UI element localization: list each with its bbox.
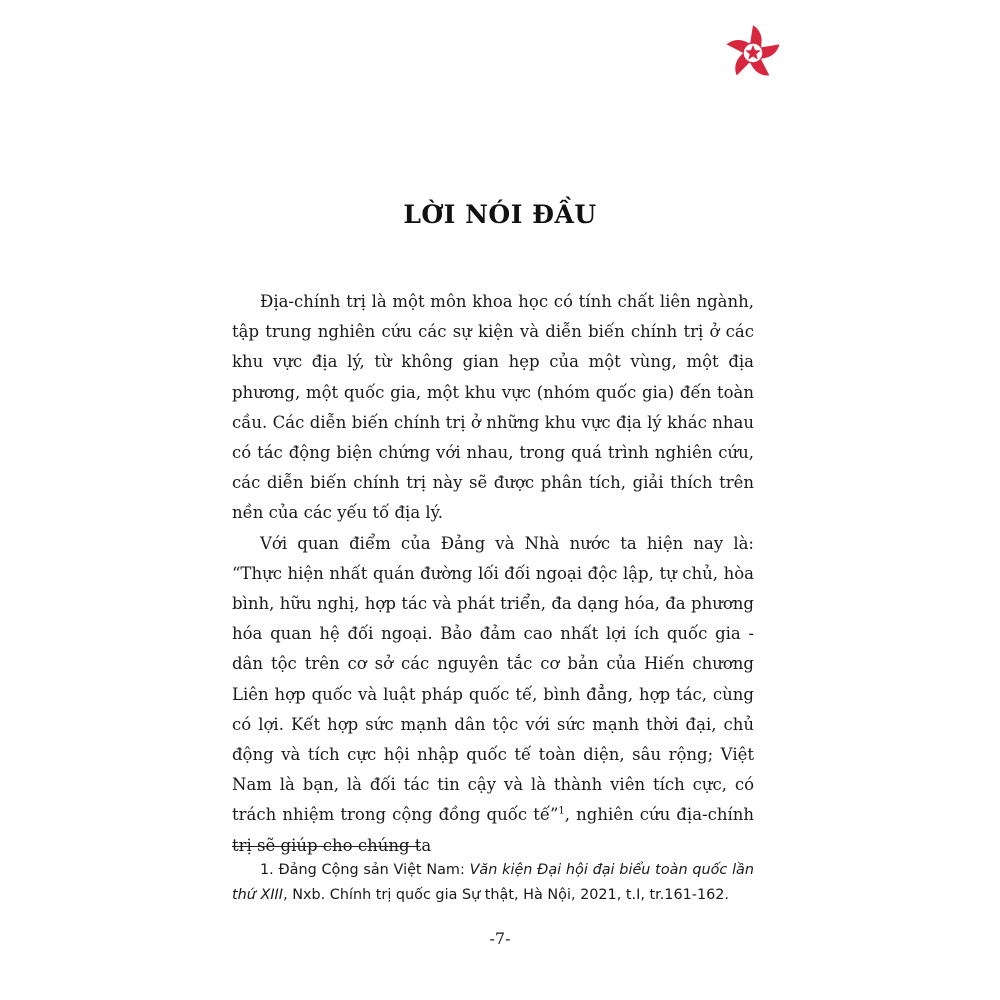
footnote-reference: 1 [558, 805, 565, 817]
page-number: -7- [489, 929, 511, 948]
chapter-title: LỜI NÓI ĐẦU [403, 200, 597, 229]
paragraph [232, 529, 754, 861]
footnote-book-title: Văn kiện Đại hội đại biểu toàn quốc lần thứ XIII [232, 862, 755, 903]
paragraph-text: Với quan điểm của Đảng và Nhà nước ta hiện nay là: “Thực hiện nhất quán đường lối đối ngoại độc lập, tự chủ, hòa bình, hữu nghị, hợp tác và phát triển, đa dạng hóa, đa phương hóa quan hệ đối ngoại. Bảo đảm cao nhất lợi ích quốc gia - dân tộc trên cơ sở các nguyên tắc cơ bản của Hiến chương Liên hợp quốc và luật pháp quốc tế, bình đẳng, hợp tác, cùng có lợi. Kết hợp sức mạnh dân tộc với sức mạnh thời đại, chủ động và tích cực hội nhập quốc tế toàn diện, sâu rộng; Việt Nam là bạn, là đối tác tin cậy và là thành viên tích cực, có trách nhiệm trong cộng đồng quốc tế” [232, 533, 754, 825]
footnote [232, 858, 754, 908]
footnote-text [232, 858, 754, 908]
paragraph-text-continued: , nghiên cứu địa-chính trị sẽ giúp cho chúng ta [232, 805, 754, 855]
publisher-logo-icon [724, 24, 782, 82]
footnote-tail: , Nxb. Chính trị quốc gia Sự thật, Hà Nội, 2021, t.I, tr.161-162. [283, 887, 729, 903]
footnote-divider [232, 846, 420, 847]
paragraph: Địa-chính trị là một môn khoa học có tính chất liên ngành, tập trung nghiên cứu các sự kiện và diễn biến chính trị ở các khu vực địa lý, từ không gian hẹp của một vùng, một địa phương, một quốc gia, một khu vực (nhóm quốc gia) đến toàn cầu. Các diễn biến chính trị ở những khu vực địa lý khác nhau có tác động biện chứng với nhau, trong quá trình nghiên cứu, các diễn biến chính trị này sẽ được phân tích, giải thích trên nền của các yếu tố địa lý. [232, 292, 754, 523]
main-text [232, 287, 754, 861]
footnote-lead: 1. Đảng Cộng sản Việt Nam: [260, 862, 470, 878]
